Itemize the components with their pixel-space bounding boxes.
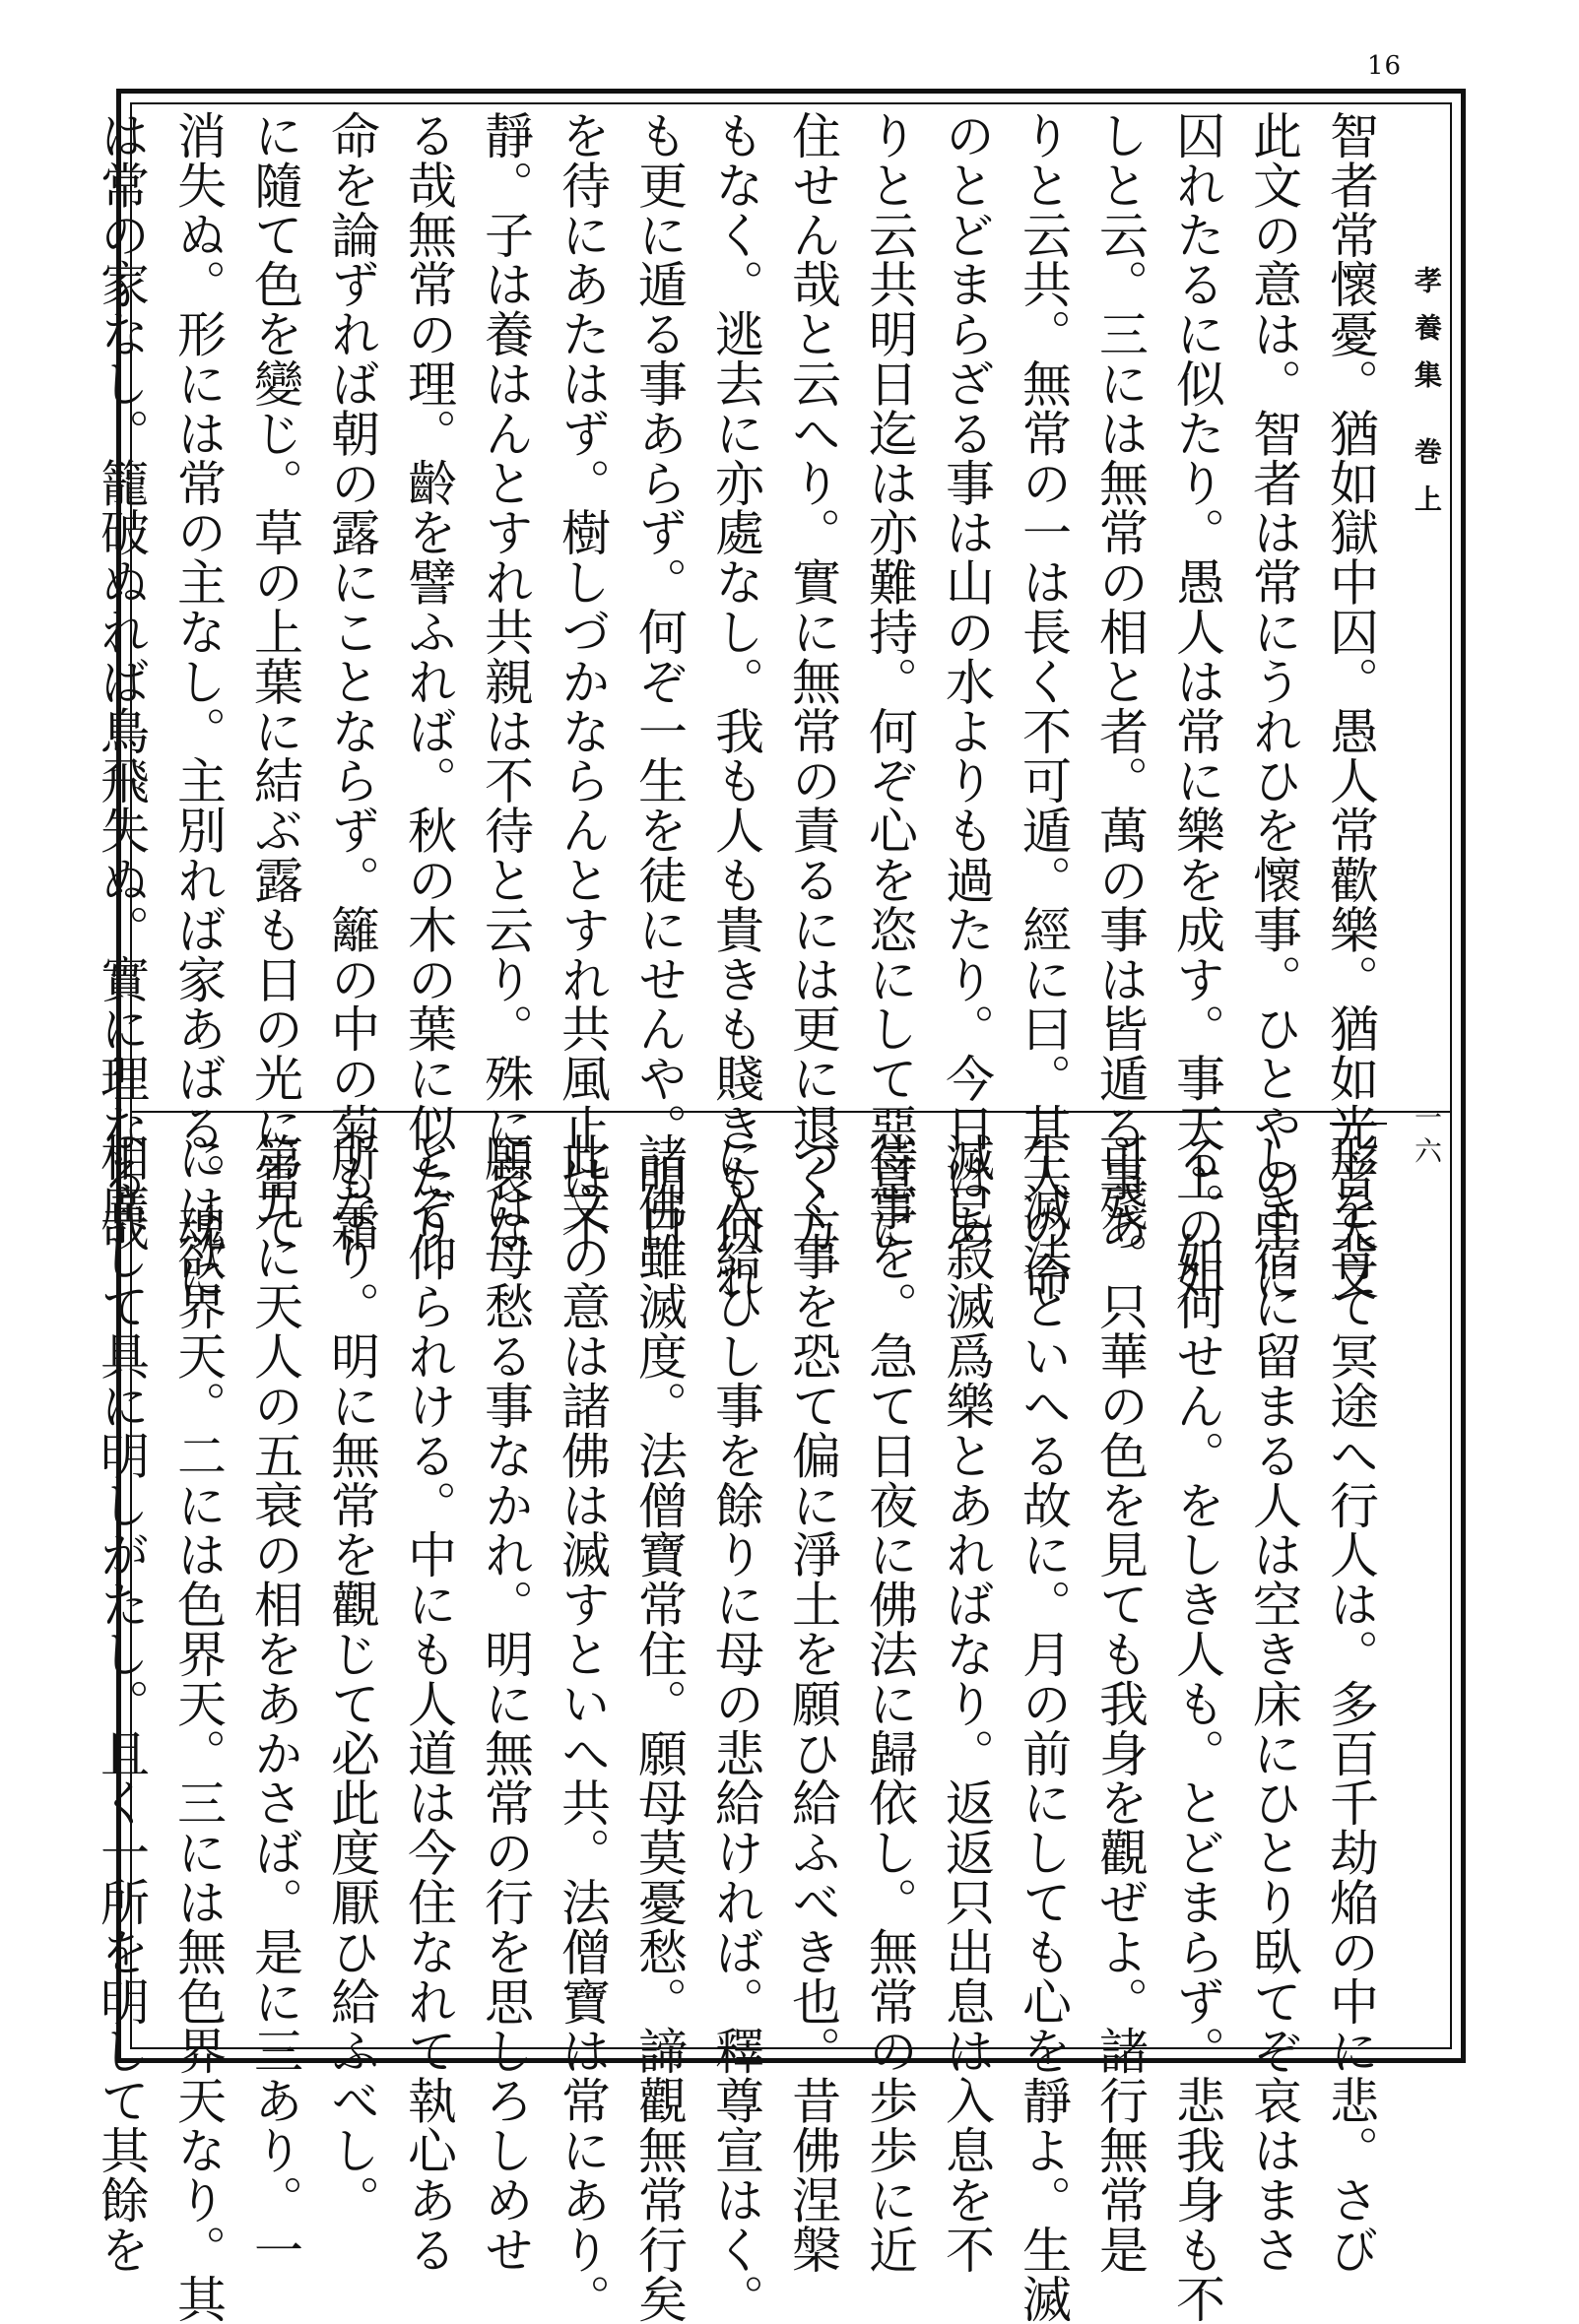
text-column: 住せん哉と云へり。實に無常の責るには更に退く方	[784, 110, 841, 1253]
text-column: る哉無常の理。齡を譬ふれば。秋の木の葉に似たり。	[400, 110, 457, 1302]
text-column: を待にあたはず。樹しづかならんとすれ共風止は不	[554, 110, 611, 1253]
running-title: 孝養集 巻上	[1411, 266, 1443, 532]
text-column: 滅已寂滅爲樂とあればなり。返返只出息は入息を不	[938, 1132, 995, 2275]
text-column: 諸佛雖滅度。法僧寶常住。願母莫憂愁。諦觀無常行矣	[630, 1132, 688, 2324]
text-column: 第九に天人の五衰の相をあかさば。是に三あり。一	[246, 1132, 303, 2275]
margin-page-number: 一六	[1411, 1103, 1443, 1170]
text-column: 形を背て冥途へ行人は。多百千劫焔の中に悲。さび	[1322, 1132, 1379, 2275]
text-column: 智者常懷憂。猶如獄中囚。愚人常歡樂。猶如光音天文	[1322, 110, 1379, 1302]
page-number: 16	[1367, 51, 1403, 81]
lower-text-block	[93, 1132, 1389, 2324]
text-column: しき宿に留まる人は空き床にひとり臥てぞ哀はまさ	[1245, 1132, 1302, 2275]
text-column: 消失ぬ。形には常の主なし。主別れば家あばる。魂に	[169, 110, 227, 1302]
text-column: 此文の意は諸佛は滅すといへ共。法僧寶は常にあり。	[554, 1132, 611, 2324]
text-column: に隨て色を變じ。草の上葉に結ぶ露も日の光に當て	[246, 110, 303, 1253]
text-column: に入給ひし事を餘りに母の悲給ければ。釋尊宣はく。	[707, 1132, 764, 2324]
text-column: 靜。子は養はんとすれ共親は不待と云り。殊に哀な	[477, 110, 534, 1253]
text-column: 相廣して具に明しがたし。且く一所を明して其餘を	[93, 1132, 150, 2275]
text-column: りと云共。無常の一は長く不可遁。經に曰。其人の命	[1015, 110, 1072, 1302]
text-column: のとどまらざる事は山の水よりも過たり。今日はあ	[938, 110, 995, 1253]
text-column: もなく。逃去に亦處なし。我も人も貴きも賤きも何れ	[707, 110, 764, 1302]
text-column: しと云。三には無常の相と者。萬の事は皆遁る事あ	[1091, 110, 1149, 1253]
text-column: 所なり。明に無常を觀じて必此度厭ひ給ふべし。	[323, 1132, 380, 2225]
text-column: 此文の意は。智者は常にうれひを懷事。ひとやの中に	[1245, 110, 1302, 1302]
text-column: も更に遁る事あらず。何ぞ一生を徒にせんや。明日	[630, 110, 688, 1253]
text-column: 囚れたるに似たり。愚人は常に樂を成す。事天上の如	[1168, 110, 1225, 1302]
text-column: 可殘。只華の色を見ても我身を觀ぜよ。諸行無常是	[1091, 1132, 1149, 2275]
text-column: 生滅法といへる故に。月の前にしても心を靜よ。生滅	[1015, 1132, 1072, 2324]
text-column: とぞ仰られける。中にも人道は今住なれて執心ある	[400, 1132, 457, 2275]
text-column: 待事を。急て日夜に佛法に歸依し。無常の歩歩に近	[861, 1132, 918, 2275]
text-column: には欲界天。二には色界天。三には無色界天なり。其	[169, 1132, 227, 2324]
text-column: は常の家なし。籠破ぬれば鳥飛失ぬ。實に理なる哉	[93, 110, 150, 1253]
text-column: 願は母愁る事なかれ。明に無常の行を思しろしめせ	[477, 1132, 534, 2275]
text-column: づく事を恐て偏に淨土を願ひ給ふべき也。昔佛涅槃	[784, 1132, 841, 2275]
text-column: りと云共明日迄は亦難持。何ぞ心を恣にして惡意に	[861, 110, 918, 1253]
text-column: る。如何せん。をしき人も。とどまらず。悲我身も不	[1168, 1132, 1225, 2324]
upper-text-block	[93, 110, 1389, 1302]
text-column: 命を論ずれば朝の露にことならず。籬の中の菊も霜	[323, 110, 380, 1253]
